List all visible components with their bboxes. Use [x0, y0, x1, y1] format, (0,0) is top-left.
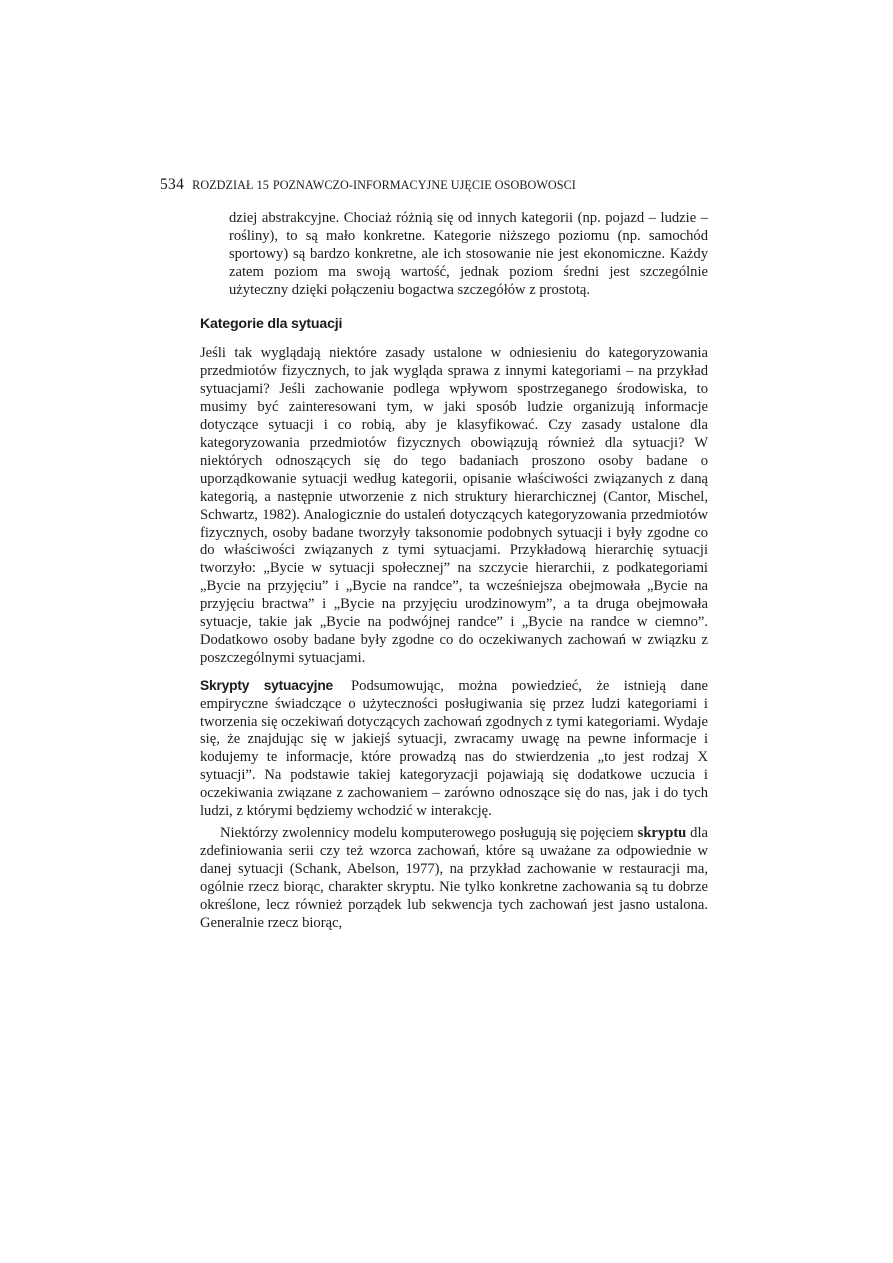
running-header — [160, 176, 576, 194]
intro-paragraph: dziej abstrakcyjne. Chociaż różnią się od innych kategorii (np. pojazd – ludzie – rośliny), to są mało konkretne. Kategorie niższego poziomu (np. samochód sportowy) są bardzo konkretne, ale ich stosowanie nie jest ekonomiczne. Każdy zatem poziom ma swoją wartość, jednak poziom średni jest szczególnie użyteczny dzięki połączeniu bogactwa szczegółów z prostotą. — [229, 210, 708, 298]
chapter-title: POZNAWCZO-INFORMACYJNE UJĘCIE OSOBOWOSCI — [272, 178, 576, 192]
page-body — [200, 210, 708, 932]
script-definition-paragraph — [200, 825, 708, 932]
chapter-label: ROZDZIAŁ 15 — [192, 178, 269, 192]
runin-heading: Skrypty sytuacyjne — [200, 677, 334, 693]
section-paragraph: Jeśli tak wyglądają niektóre zasady ustalone w odniesieniu do kategoryzowania przedmiotów fizycznych, to jak wygląda sprawa z innymi kategoriami – na przykład sytuacjami? Jeśli zachowanie podlega wpływom spostrzeganego środowiska, to musimy być zainteresowani tym, w jaki sposób ludzie organizują informacje dotyczące sytuacji i co robią, aby je klasyfikować. Czy zasady ustalone dla kategoryzowania przedmiotów fizycznych obowiązują również dla sytuacji? W niektórych odnoszących się do tego badaniach proszono osoby badane o uporządkowanie sytuacji według kategorii, opisanie właściwości związanych z daną kategorią, a następnie utworzenie z nich struktury hierarchicznej (Cantor, Mischel, Schwartz, 1982). Analogicznie do ustaleń dotyczących kategoryzowania przedmiotów fizycznych, osoby badane tworzyły taksonomie podobnych sytuacji i były zgodne co do właściwości związanych z tymi sytuacjami. Przykładową hierarchię sytuacji tworzyło: „Bycie w sytuacji społecznej” na szczycie hierarchii, z podkategoriami „Bycie na przyjęciu” i „Bycie na randce”, ta wcześniejsza obejmowała „Bycie na przyjęciu bractwa” i „Bycie na przyjęciu urodzinowym”, a ta druga obejmowała sytuacje, takie jak „Bycie na podwójnej randce” i „Bycie na randce w ciemno”. Dodatkowo osoby badane były zgodne co do oczekiwanych zachowań w związku z poszczególnymi sytuacjami. — [200, 345, 708, 666]
scripts-paragraph — [200, 677, 708, 821]
definition-text-after: dla zdefiniowania serii czy też wzorca zachowań, które są uważane za odpowiednie w danej sytuacji (Schank, Abelson, 1977), na przykład zachowanie w restauracji ma, ogólnie rzecz biorąc, charakter skryptu. Nie tylko konkretne zachowania są tu dobrze określone, lecz również porządek lub sekwencja tych zachowań jest jasno ustalona. Generalnie rzecz biorąc, — [200, 825, 709, 931]
page-number: 534 — [160, 176, 185, 193]
section-heading: Kategorie dla sytuacji — [200, 315, 343, 332]
key-term: skryptu — [637, 825, 687, 841]
definition-text-before: Niektórzy zwolennicy modelu komputerowego posługują się pojęciem — [220, 825, 634, 841]
scripts-paragraph-text: Podsumowując, można powiedzieć, że istnieją dane empiryczne świadczące o użyteczności posługiwania się przez ludzi kategoriami i tworzenia się oczekiwań dotyczących zachowań zgodnych z tymi kategoriami. Wydaje się, że znajdując się w jakiejś sytuacji, zwracamy uwagę na pewne informacje i kodujemy te informacje, które prowadzą nas do stwierdzenia „to jest rodzaj X sytuacji”. Na podstawie takiej kategoryzacji pojawiają się dodatkowe uczucia i oczekiwania związane z zachowaniem – zarówno odnoszące się do nas, jak i do tych ludzi, z którymi będziemy wchodzić w interakcję. — [200, 677, 708, 820]
